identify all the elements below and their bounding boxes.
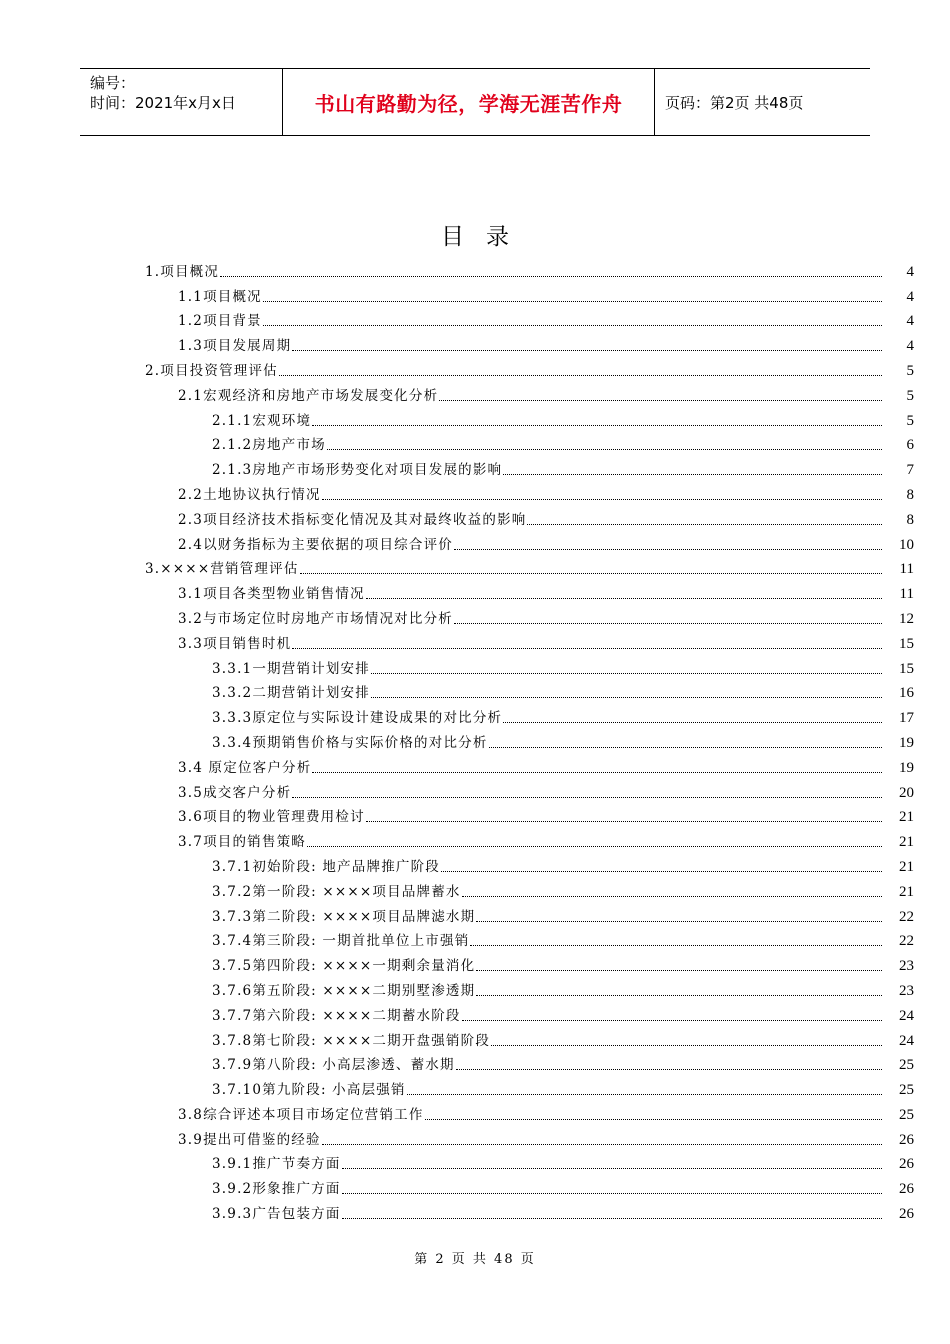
- toc-entry[interactable]: [0, 1201, 950, 1226]
- toc-dot-leader: [342, 1218, 882, 1219]
- toc-entry-title: 3.3.1一期营销计划安排: [212, 660, 370, 677]
- toc-entry[interactable]: [0, 259, 950, 284]
- toc-entry[interactable]: [0, 333, 950, 358]
- toc-entry[interactable]: [0, 482, 950, 507]
- toc-entry[interactable]: [0, 1127, 950, 1152]
- toc-dot-leader: [441, 871, 882, 872]
- toc-page-number: 26: [899, 1156, 914, 1173]
- toc-entry[interactable]: [0, 929, 950, 954]
- toc-page-number: 25: [899, 1057, 914, 1074]
- toc-entry[interactable]: [0, 309, 950, 334]
- toc-page-number: 21: [899, 858, 914, 875]
- toc-page-number: 21: [899, 883, 914, 900]
- toc-entry[interactable]: [0, 681, 950, 706]
- toc-dot-leader: [279, 375, 882, 376]
- toc-page-number: 21: [899, 809, 914, 826]
- toc-page-number: 5: [906, 362, 914, 379]
- toc-entry[interactable]: [0, 433, 950, 458]
- toc-entry[interactable]: [0, 507, 950, 532]
- toc-entry[interactable]: [0, 953, 950, 978]
- toc-page-number: 11: [899, 561, 914, 578]
- toc-page-number: 23: [899, 982, 914, 999]
- toc-entry-title: 3.7.10第九阶段: 小高层强销: [212, 1082, 406, 1099]
- toc-entry-title: 3.××××营销管理评估: [145, 561, 299, 578]
- toc-dot-leader: [342, 1193, 882, 1194]
- toc-dot-leader: [503, 722, 882, 723]
- header-time-label: 时间：2021年x月x日: [90, 94, 236, 112]
- toc-entry[interactable]: [0, 1102, 950, 1127]
- toc-entry[interactable]: [0, 1152, 950, 1177]
- toc-dot-leader: [263, 325, 882, 326]
- toc-entry[interactable]: [0, 854, 950, 879]
- toc-entry[interactable]: [0, 532, 950, 557]
- toc-page-number: 26: [899, 1206, 914, 1223]
- toc-page-number: 19: [899, 734, 914, 751]
- toc-entry[interactable]: [0, 730, 950, 755]
- toc-entry[interactable]: [0, 656, 950, 681]
- toc-page-number: 25: [899, 1082, 914, 1099]
- page-header: [80, 68, 870, 136]
- toc-page-number: 4: [906, 313, 914, 330]
- toc-entry-title: 3.7项目的销售策略: [178, 834, 306, 851]
- toc-entry-title: 2.1.1宏观环境: [212, 412, 312, 429]
- toc-entry[interactable]: [0, 1053, 950, 1078]
- toc-entry[interactable]: [0, 557, 950, 582]
- toc-page-number: 11: [899, 586, 914, 603]
- header-meta: [80, 69, 282, 135]
- toc-dot-leader: [425, 1119, 882, 1120]
- toc-entry[interactable]: [0, 904, 950, 929]
- toc-entry-title: 1.3项目发展周期: [178, 338, 292, 355]
- toc-dot-leader: [300, 573, 882, 574]
- toc-entry-title: 3.6项目的物业管理费用检讨: [178, 809, 365, 826]
- toc-dot-leader: [503, 474, 882, 475]
- toc-entry-title: 3.7.6第五阶段: ××××二期别墅渗透期: [212, 982, 476, 999]
- toc-dot-leader: [527, 524, 882, 525]
- toc-entry[interactable]: [0, 581, 950, 606]
- toc-page-number: 5: [906, 387, 914, 404]
- toc-entry[interactable]: [0, 705, 950, 730]
- toc-dot-leader: [312, 425, 882, 426]
- toc-dot-leader: [327, 449, 882, 450]
- toc-entry-title: 3.4 原定位客户分析: [178, 759, 312, 776]
- toc-entry-title: 1.2项目背景: [178, 313, 262, 330]
- header-number-label: 编号：: [90, 74, 136, 92]
- toc-dot-leader: [220, 276, 882, 277]
- toc-entry-title: 1.1项目概况: [178, 288, 262, 305]
- toc-entry-title: 1.项目概况: [145, 263, 220, 280]
- toc-page-number: 19: [899, 759, 914, 776]
- toc-entry-title: 3.7.5第四阶段: ××××一期剩余量消化: [212, 958, 476, 975]
- toc-dot-leader: [322, 499, 882, 500]
- toc-page-number: 23: [899, 958, 914, 975]
- table-of-contents: [0, 259, 950, 1226]
- toc-entry-title: 3.8综合评述本项目市场定位营销工作: [178, 1106, 424, 1123]
- toc-entry-title: 3.7.7第六阶段: ××××二期蓄水阶段: [212, 1007, 461, 1024]
- toc-page-number: 4: [906, 263, 914, 280]
- toc-entry[interactable]: [0, 606, 950, 631]
- toc-dot-leader: [366, 821, 882, 822]
- toc-page-number: 8: [906, 511, 914, 528]
- toc-page-number: 15: [899, 635, 914, 652]
- toc-page-number: 5: [906, 412, 914, 429]
- toc-dot-leader: [462, 1020, 882, 1021]
- toc-entry-title: 3.2与市场定位时房地产市场情况对比分析: [178, 610, 453, 627]
- toc-dot-leader: [476, 995, 882, 996]
- toc-entry[interactable]: [0, 805, 950, 830]
- toc-entry-title: 2.项目投资管理评估: [145, 362, 278, 379]
- toc-page-number: 8: [906, 486, 914, 503]
- toc-entry-title: 3.7.3第二阶段: ××××项目品牌滤水期: [212, 908, 476, 925]
- toc-dot-leader: [312, 772, 882, 773]
- toc-entry-title: 3.7.4第三阶段: 一期首批单位上市强销: [212, 933, 470, 950]
- toc-dot-leader: [454, 549, 882, 550]
- toc-entry-title: 2.1.2房地产市场: [212, 437, 326, 454]
- toc-dot-leader: [307, 846, 882, 847]
- toc-entry-title: 3.5成交客户分析: [178, 784, 292, 801]
- toc-entry[interactable]: [0, 755, 950, 780]
- toc-dot-leader: [476, 970, 882, 971]
- toc-dot-leader: [342, 1168, 882, 1169]
- toc-dot-leader: [439, 400, 882, 401]
- toc-page-number: 26: [899, 1131, 914, 1148]
- toc-dot-leader: [292, 350, 882, 351]
- toc-dot-leader: [489, 747, 882, 748]
- toc-entry-title: 2.1.3房地产市场形势变化对项目发展的影响: [212, 462, 503, 479]
- toc-dot-leader: [263, 301, 882, 302]
- toc-page-number: 26: [899, 1181, 914, 1198]
- toc-entry[interactable]: [0, 1077, 950, 1102]
- toc-entry-title: 3.7.2第一阶段: ××××项目品牌蓄水: [212, 883, 461, 900]
- toc-dot-leader: [322, 1144, 882, 1145]
- toc-entry-title: 3.3.2二期营销计划安排: [212, 685, 370, 702]
- toc-entry[interactable]: [0, 383, 950, 408]
- toc-entry-title: 2.3项目经济技术指标变化情况及其对最终收益的影响: [178, 511, 527, 528]
- toc-entry-title: 3.7.1初始阶段: 地产品牌推广阶段: [212, 858, 440, 875]
- toc-page-number: 25: [899, 1106, 914, 1123]
- header-page-info: 页码：第2页 共48页: [665, 93, 804, 112]
- toc-page-number: 16: [899, 685, 914, 702]
- toc-dot-leader: [470, 945, 882, 946]
- toc-entry-title: 3.7.8第七阶段: ××××二期开盘强销阶段: [212, 1032, 491, 1049]
- toc-page-number: 24: [899, 1007, 914, 1024]
- toc-page-number: 24: [899, 1032, 914, 1049]
- toc-dot-leader: [292, 648, 882, 649]
- toc-entry[interactable]: [0, 631, 950, 656]
- toc-page-number: 21: [899, 834, 914, 851]
- toc-entry-title: 3.9提出可借鉴的经验: [178, 1131, 321, 1148]
- toc-entry-title: 3.3.3原定位与实际设计建设成果的对比分析: [212, 710, 503, 727]
- toc-entry[interactable]: [0, 1003, 950, 1028]
- toc-entry-title: 2.1宏观经济和房地产市场发展变化分析: [178, 387, 439, 404]
- toc-title: 目录: [441, 224, 531, 250]
- toc-entry-title: 3.9.2形象推广方面: [212, 1181, 341, 1198]
- toc-entry[interactable]: [0, 457, 950, 482]
- toc-entry[interactable]: [0, 358, 950, 383]
- toc-entry[interactable]: [0, 1028, 950, 1053]
- toc-entry-title: 3.9.1推广节奏方面: [212, 1156, 341, 1173]
- toc-dot-leader: [454, 623, 882, 624]
- toc-entry-title: 2.4以财务指标为主要依据的项目综合评价: [178, 536, 453, 553]
- toc-dot-leader: [371, 673, 882, 674]
- toc-page-number: 4: [906, 288, 914, 305]
- toc-entry[interactable]: [0, 829, 950, 854]
- page-footer: 第 2 页 共 48 页: [414, 1252, 536, 1267]
- header-motto: 书山有路勤为径，学海无涯苦作舟: [282, 69, 655, 135]
- toc-page-number: 7: [906, 462, 914, 479]
- toc-dot-leader: [292, 797, 882, 798]
- toc-dot-leader: [366, 598, 882, 599]
- toc-entry-title: 3.3.4预期销售价格与实际价格的对比分析: [212, 734, 488, 751]
- toc-dot-leader: [476, 921, 882, 922]
- toc-page-number: 20: [899, 784, 914, 801]
- toc-entry-title: 3.1项目各类型物业销售情况: [178, 586, 365, 603]
- toc-page-number: 22: [899, 908, 914, 925]
- toc-page-number: 6: [906, 437, 914, 454]
- toc-entry[interactable]: [0, 978, 950, 1003]
- toc-dot-leader: [462, 896, 882, 897]
- toc-page-number: 12: [899, 610, 914, 627]
- toc-page-number: 15: [899, 660, 914, 677]
- toc-page-number: 10: [899, 536, 914, 553]
- toc-entry-title: 2.2土地协议执行情况: [178, 486, 321, 503]
- toc-entry[interactable]: [0, 284, 950, 309]
- toc-entry[interactable]: [0, 780, 950, 805]
- toc-entry[interactable]: [0, 408, 950, 433]
- toc-dot-leader: [491, 1045, 882, 1046]
- toc-entry-title: 3.3项目销售时机: [178, 635, 292, 652]
- toc-page-number: 17: [899, 710, 914, 727]
- toc-entry-title: 3.9.3广告包装方面: [212, 1206, 341, 1223]
- toc-dot-leader: [371, 697, 882, 698]
- toc-page-number: 22: [899, 933, 914, 950]
- toc-dot-leader: [407, 1094, 882, 1095]
- toc-entry[interactable]: [0, 879, 950, 904]
- toc-entry[interactable]: [0, 1176, 950, 1201]
- toc-entry-title: 3.7.9第八阶段: 小高层渗透、蓄水期: [212, 1057, 455, 1074]
- toc-page-number: 4: [906, 338, 914, 355]
- toc-dot-leader: [456, 1069, 882, 1070]
